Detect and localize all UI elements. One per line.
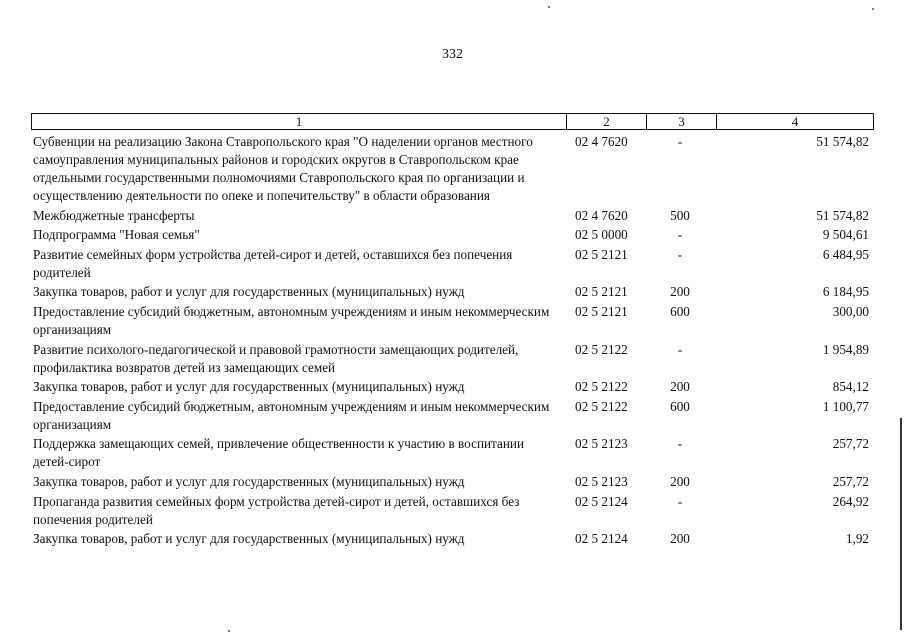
row-type: - bbox=[677, 341, 683, 357]
row-code: 02 4 7620 bbox=[575, 207, 628, 223]
row-name: Подпрограмма "Новая семья" bbox=[33, 227, 200, 243]
row-type: 500 bbox=[670, 207, 690, 223]
row-code: 02 5 2123 bbox=[575, 436, 628, 452]
table-row bbox=[33, 133, 873, 205]
table-row bbox=[33, 493, 873, 529]
table-header bbox=[31, 113, 874, 130]
row-sum: 300,00 bbox=[832, 303, 869, 319]
table-row bbox=[33, 246, 873, 282]
table-row bbox=[33, 303, 873, 339]
table-row bbox=[33, 530, 873, 548]
row-type: 200 bbox=[670, 531, 690, 547]
row-name: Предоставление субсидий бюджетным, автономным учреждениям и иным некоммерческим организациям bbox=[33, 398, 550, 432]
row-sum: 1,92 bbox=[845, 531, 869, 547]
row-name: Закупка товаров, работ и услуг для государственных (муниципальных) нужд bbox=[33, 379, 465, 395]
row-type: 600 bbox=[670, 303, 690, 319]
row-code: 02 5 0000 bbox=[575, 227, 628, 243]
row-type: - bbox=[677, 246, 683, 262]
column-header-3: 3 bbox=[647, 114, 717, 129]
table-body bbox=[33, 133, 873, 550]
row-sum: 854,12 bbox=[832, 379, 869, 395]
table-row bbox=[33, 473, 873, 491]
row-code: 02 5 2121 bbox=[575, 246, 628, 262]
row-code: 02 5 2122 bbox=[575, 341, 628, 357]
row-sum: 257,72 bbox=[832, 473, 869, 489]
page-number: 332 bbox=[442, 47, 463, 62]
row-sum: 6 184,95 bbox=[822, 284, 869, 300]
scan-margin-line bbox=[900, 418, 902, 630]
row-name: Развитие психолого-педагогической и правовой грамотности замещающих родителей, профилактика возвратов детей из замещающих семей bbox=[33, 341, 519, 375]
row-type: - bbox=[677, 493, 683, 509]
row-type: 200 bbox=[670, 379, 690, 395]
column-header-4: 4 bbox=[791, 114, 799, 129]
row-sum: 264,92 bbox=[832, 493, 869, 509]
row-code: 02 5 2122 bbox=[575, 398, 628, 414]
table-row bbox=[33, 207, 873, 225]
row-type: - bbox=[677, 227, 683, 243]
scan-speck bbox=[872, 8, 874, 10]
row-name: Закупка товаров, работ и услуг для государственных (муниципальных) нужд bbox=[33, 473, 465, 489]
row-type: 200 bbox=[670, 473, 690, 489]
scan-speck bbox=[228, 630, 230, 632]
table-row bbox=[33, 378, 873, 396]
row-name: Поддержка замещающих семей, привлечение общественности к участию в воспитании детей-сирот bbox=[33, 436, 525, 470]
row-type: 600 bbox=[670, 398, 690, 414]
row-name: Субвенции на реализацию Закона Ставропольского края "О наделении органов местного самоуправления муниципальных районов и городских округов в Ставропольском крае отдельными государственными полномочиями Ставропольского края по организации и осуществлению деятельности по опеке и попечительству" в области образования bbox=[33, 134, 533, 203]
row-sum: 9 504,61 bbox=[822, 227, 869, 243]
row-sum: 6 484,95 bbox=[822, 246, 869, 262]
row-name: Пропаганда развития семейных форм устройства детей-сирот и детей, оставшихся без попечения родителей bbox=[33, 493, 520, 527]
row-sum: 51 574,82 bbox=[816, 207, 869, 223]
column-header-2: 2 bbox=[567, 114, 647, 129]
row-name: Предоставление субсидий бюджетным, автономным учреждениям и иным некоммерческим организациям bbox=[33, 303, 550, 337]
row-name: Закупка товаров, работ и услуг для государственных (муниципальных) нужд bbox=[33, 531, 465, 547]
row-type: - bbox=[677, 134, 683, 149]
row-code: 02 5 2124 bbox=[575, 531, 628, 547]
row-name: Развитие семейных форм устройства детей-сирот и детей, оставшихся без попечения родителей bbox=[33, 246, 513, 280]
table-row bbox=[33, 283, 873, 301]
row-sum: 257,72 bbox=[832, 436, 869, 452]
table-row bbox=[33, 398, 873, 434]
row-sum: 51 574,82 bbox=[816, 134, 869, 149]
row-name: Закупка товаров, работ и услуг для государственных (муниципальных) нужд bbox=[33, 284, 465, 300]
scan-speck bbox=[548, 6, 550, 8]
row-type: 200 bbox=[670, 284, 690, 300]
row-sum: 1 100,77 bbox=[822, 398, 869, 414]
table-row bbox=[33, 226, 873, 244]
row-code: 02 5 2123 bbox=[575, 473, 628, 489]
row-code: 02 5 2121 bbox=[575, 284, 628, 300]
row-code: 02 4 7620 bbox=[575, 134, 628, 149]
row-sum: 1 954,89 bbox=[822, 341, 869, 357]
row-code: 02 5 2124 bbox=[575, 493, 628, 509]
table-row bbox=[33, 435, 873, 471]
column-header-1: 1 bbox=[32, 114, 567, 129]
row-code: 02 5 2122 bbox=[575, 379, 628, 395]
row-type: - bbox=[677, 436, 683, 452]
table-row bbox=[33, 341, 873, 377]
row-name: Межбюджетные трансферты bbox=[33, 207, 195, 223]
row-code: 02 5 2121 bbox=[575, 303, 628, 319]
